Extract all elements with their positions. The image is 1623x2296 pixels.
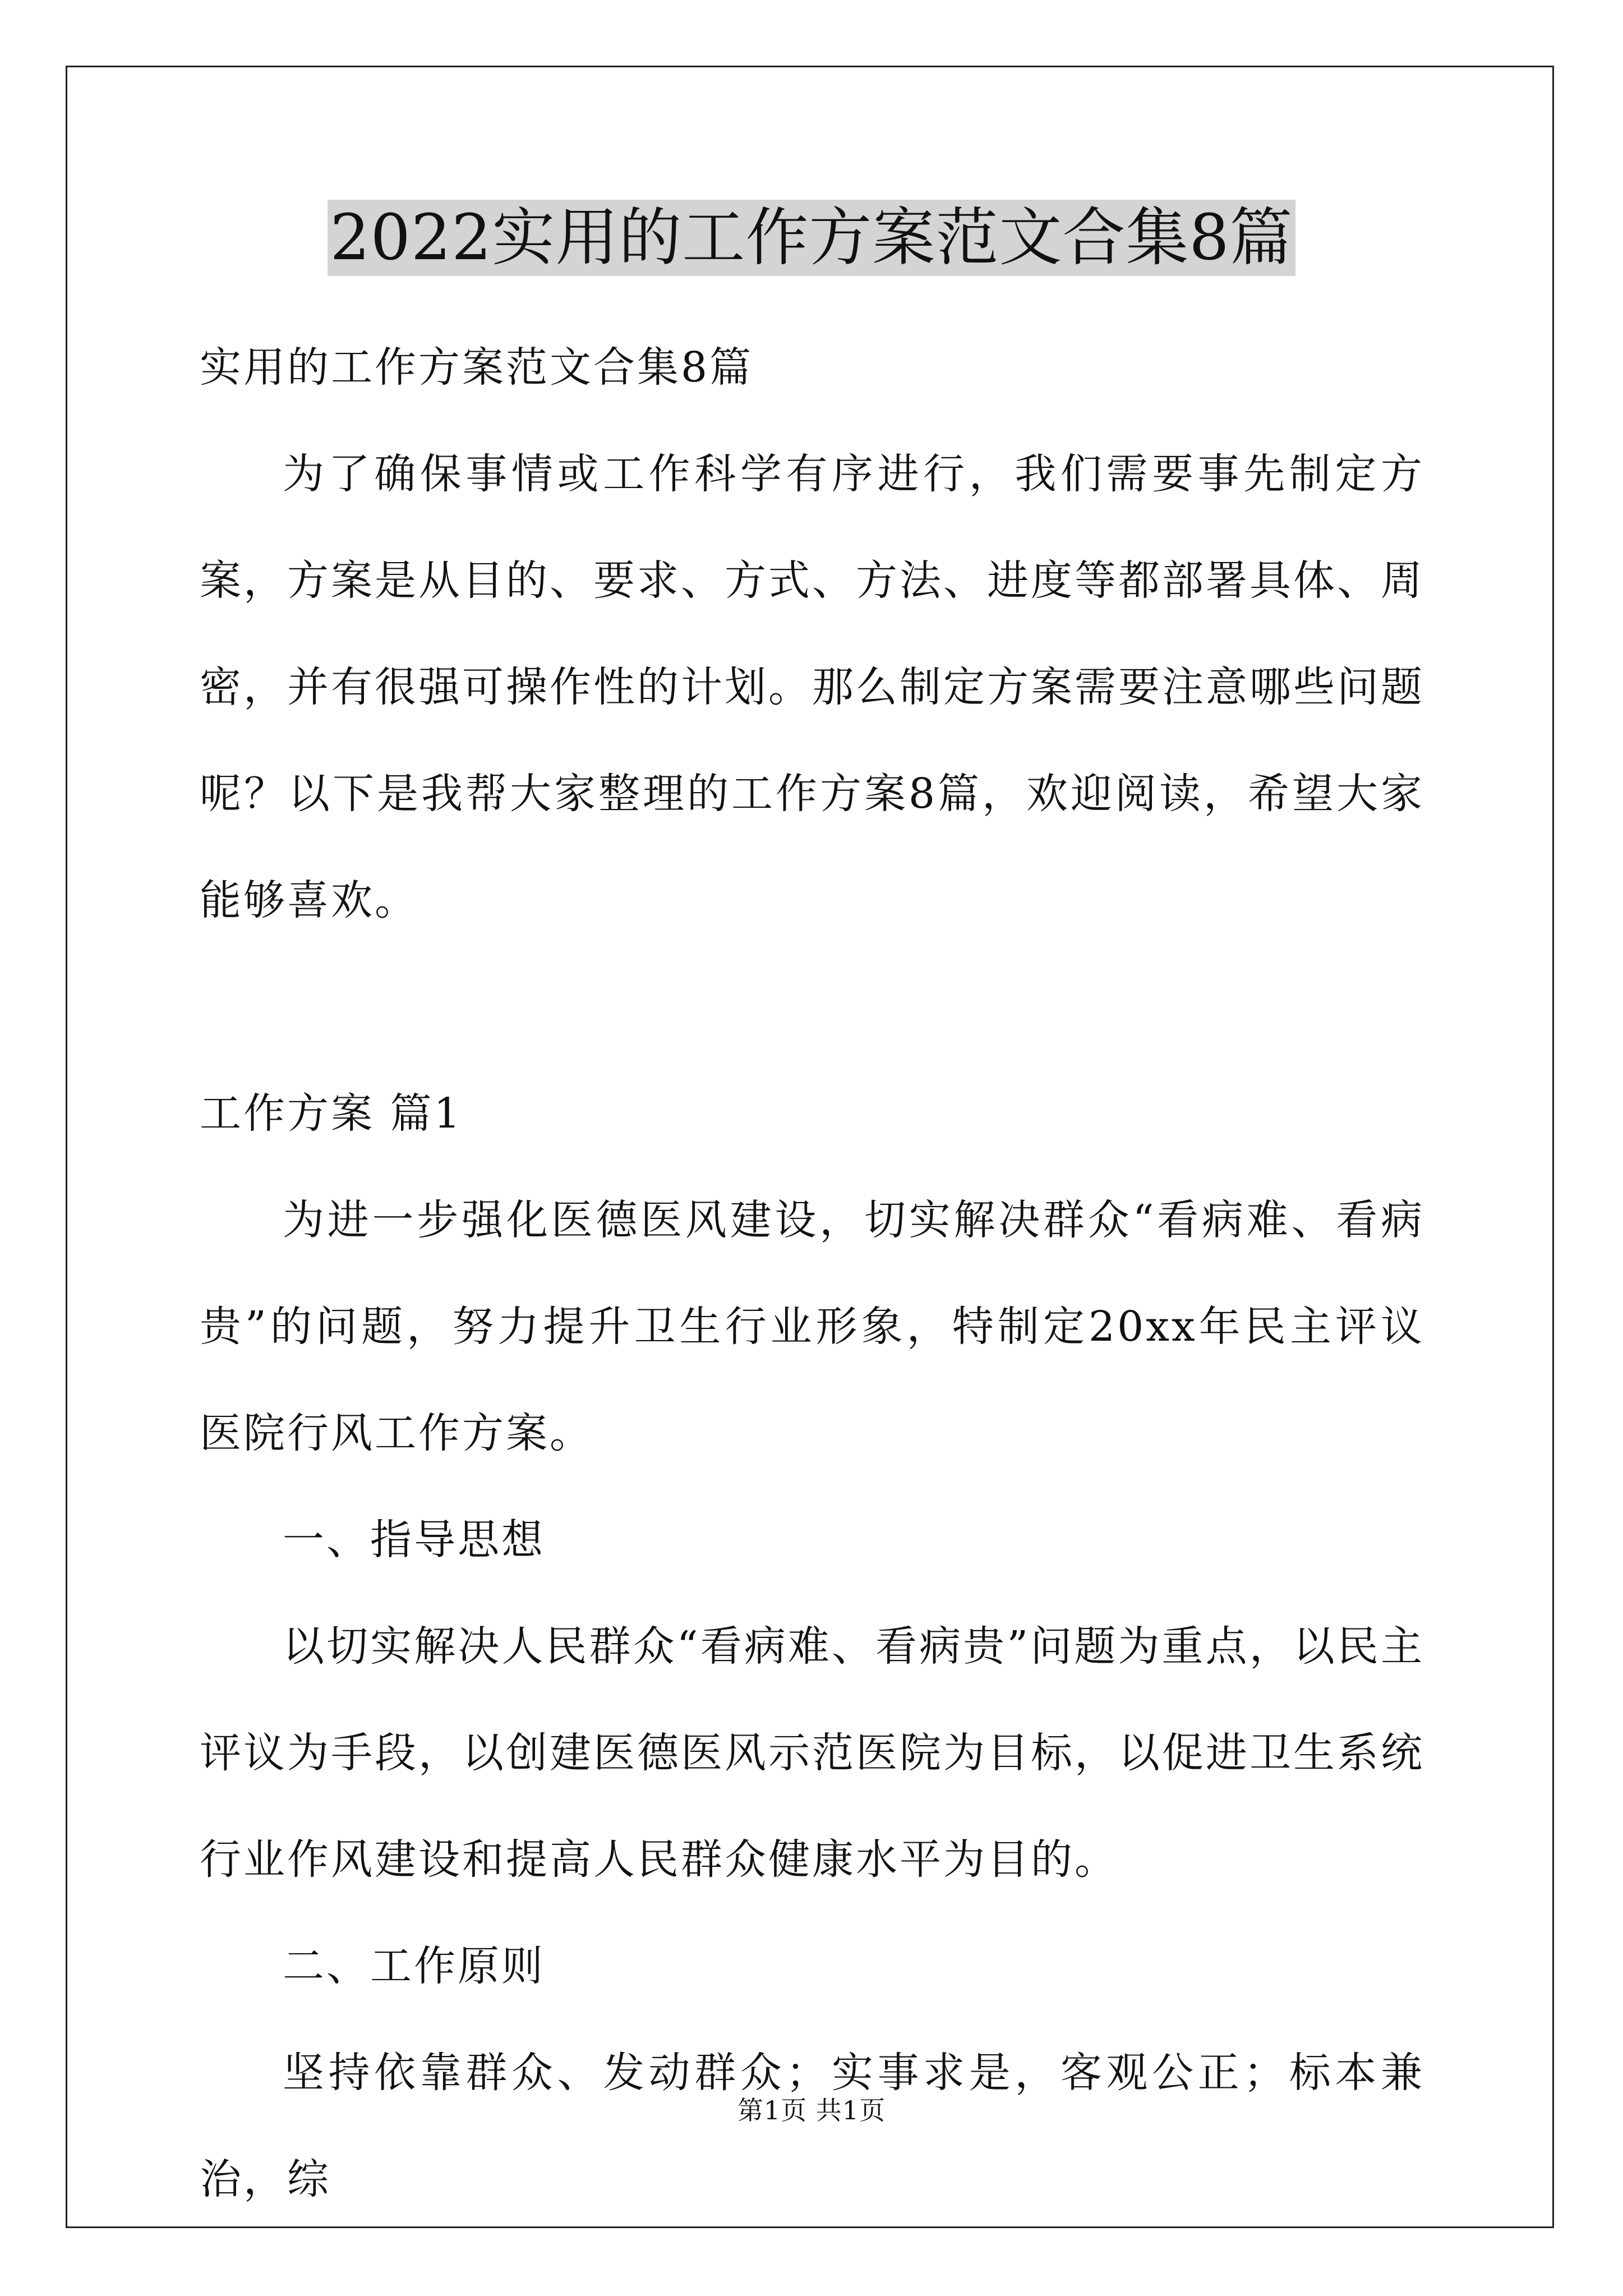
document-body — [200, 314, 1424, 2233]
heading-work-principles: 二、工作原则 — [283, 1942, 545, 1990]
document-subtitle: 实用的工作方案范文合集8篇 — [200, 343, 754, 392]
guiding-ideology-paragraph: 以切实解决人民群众“看病难、看病贵”问题为重点，以民主评议为手段，以创建医德医风示范医院为目标，以促进卫生系统行业作风建设和提高人民群众健康水平为目的。 — [200, 1622, 1424, 1884]
document-title-wrapper — [0, 200, 1623, 276]
section-heading: 工作方案 篇1 — [200, 1089, 463, 1138]
work-principles-paragraph: 坚持依靠群众、发动群众；实事求是，客观公正；标本兼治，综 — [200, 2049, 1424, 2203]
intro-paragraph: 为了确保事情或工作科学有序进行，我们需要事先制定方案，方案是从目的、要求、方式、方法、进度等都部署具体、周密，并有很强可操作性的计划。那么制定方案需要注意哪些问题呢？以下是我帮大家整理的工作方案8篇，欢迎阅读，希望大家能够喜欢。 — [200, 450, 1424, 924]
paragraph-gap — [200, 954, 1424, 1060]
document-title: 2022实用的工作方案范文合集8篇 — [328, 200, 1295, 276]
section-intro-paragraph: 为进一步强化医德医风建设，切实解决群众“看病难、看病贵”的问题，努力提升卫生行业形象，特制定20xx年民主评议医院行风工作方案。 — [200, 1196, 1424, 1457]
page-footer: 第1页 共1页 — [737, 2095, 886, 2125]
heading-guiding-ideology: 一、指导思想 — [283, 1516, 545, 1564]
